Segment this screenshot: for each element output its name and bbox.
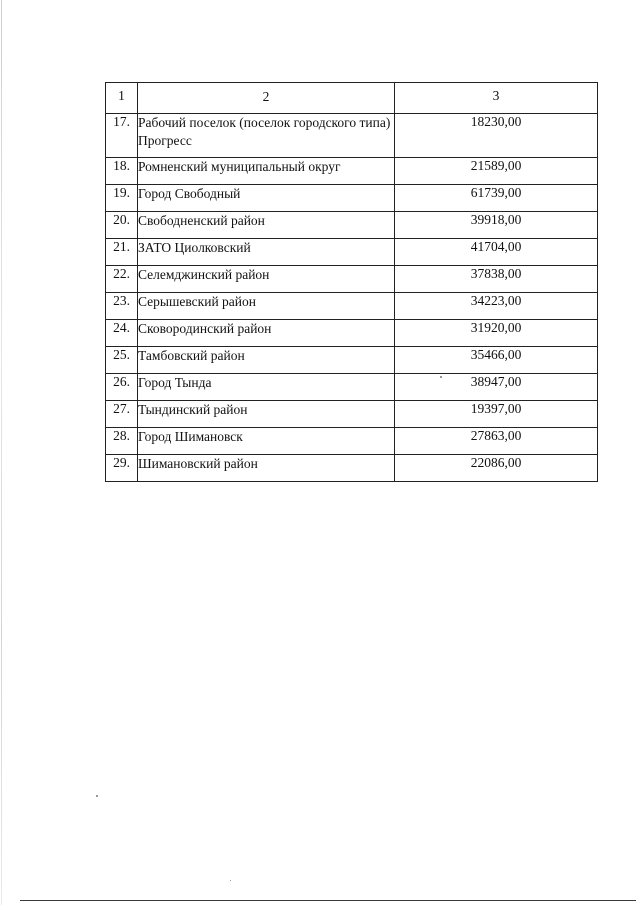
scan-speck bbox=[96, 795, 98, 797]
row-number: 18. bbox=[106, 158, 138, 185]
row-number: 20. bbox=[106, 212, 138, 239]
row-value: 35466,00 bbox=[395, 347, 598, 374]
row-number: 23. bbox=[106, 293, 138, 320]
row-number: 26. bbox=[106, 374, 138, 401]
table-row bbox=[106, 374, 598, 401]
row-name: Тындинский район bbox=[138, 401, 395, 428]
table-row bbox=[106, 347, 598, 374]
row-name: Тамбовский район bbox=[138, 347, 395, 374]
table-row bbox=[106, 266, 598, 293]
row-value: 34223,00 bbox=[395, 293, 598, 320]
row-number: 24. bbox=[106, 320, 138, 347]
allocation-table bbox=[105, 82, 598, 482]
scan-speck bbox=[230, 880, 231, 881]
row-value: 19397,00 bbox=[395, 401, 598, 428]
table-row bbox=[106, 293, 598, 320]
table-row bbox=[106, 239, 598, 266]
row-name: Город Тында bbox=[138, 374, 395, 401]
table-row bbox=[106, 320, 598, 347]
row-value: 41704,00 bbox=[395, 239, 598, 266]
row-name: Рабочий поселок (поселок городского типа) Прогресс bbox=[138, 114, 395, 158]
table-row bbox=[106, 212, 598, 239]
row-number: 19. bbox=[106, 185, 138, 212]
row-number: 27. bbox=[106, 401, 138, 428]
scan-edge-bottom bbox=[20, 900, 636, 901]
row-value: 21589,00 bbox=[395, 158, 598, 185]
table-body bbox=[106, 83, 598, 482]
row-name: Шимановский район bbox=[138, 455, 395, 482]
row-value: 18230,00 bbox=[395, 114, 598, 158]
scan-edge-left bbox=[1, 0, 2, 905]
row-name: ЗАТО Циолковский bbox=[138, 239, 395, 266]
row-value: 37838,00 bbox=[395, 266, 598, 293]
row-value: 38947,00 bbox=[395, 374, 598, 401]
table-row bbox=[106, 428, 598, 455]
row-value: 31920,00 bbox=[395, 320, 598, 347]
row-name: Сковородинский район bbox=[138, 320, 395, 347]
row-number: 21. bbox=[106, 239, 138, 266]
row-number: 17. bbox=[106, 114, 138, 158]
row-value: 27863,00 bbox=[395, 428, 598, 455]
row-name: Город Свободный bbox=[138, 185, 395, 212]
table-row bbox=[106, 114, 598, 158]
header-cell-num: 1 bbox=[106, 83, 138, 114]
row-value: 61739,00 bbox=[395, 185, 598, 212]
table-header-row bbox=[106, 83, 598, 114]
table-row bbox=[106, 185, 598, 212]
row-number: 25. bbox=[106, 347, 138, 374]
row-value: 22086,00 bbox=[395, 455, 598, 482]
row-number: 29. bbox=[106, 455, 138, 482]
table-row bbox=[106, 455, 598, 482]
row-name: Селемджинский район bbox=[138, 266, 395, 293]
row-number: 22. bbox=[106, 266, 138, 293]
row-name: Свободненский район bbox=[138, 212, 395, 239]
row-value: 39918,00 bbox=[395, 212, 598, 239]
table-row bbox=[106, 401, 598, 428]
row-number: 28. bbox=[106, 428, 138, 455]
row-name: Город Шимановск bbox=[138, 428, 395, 455]
row-name: Серышевский район bbox=[138, 293, 395, 320]
header-cell-value: 3 bbox=[395, 83, 598, 114]
table-row bbox=[106, 158, 598, 185]
header-cell-name: 2 bbox=[138, 83, 395, 114]
row-name: Ромненский муниципальный округ bbox=[138, 158, 395, 185]
